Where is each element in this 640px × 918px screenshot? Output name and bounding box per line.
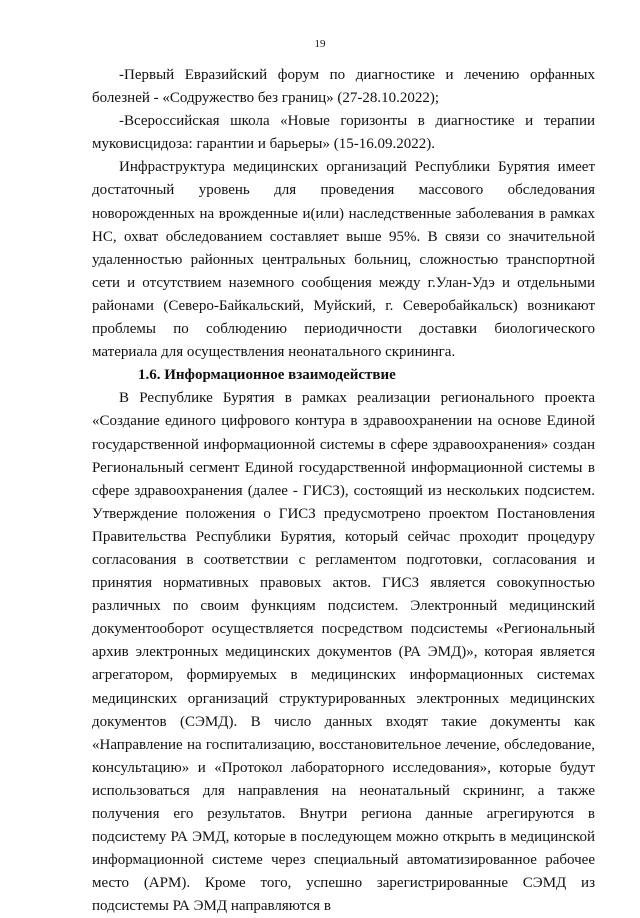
document-body <box>92 64 595 918</box>
paragraph-information-interaction: В Республике Бурятия в рамках реализации регионального проекта «Создание единого цифрового контура в здравоохранении на основе Единой государственной информационной системы в сфере здравоохранения» создан Региональный сегмент Единой государственной информационной системы в сфере здравоохранения (далее - ГИСЗ), состоящий из нескольких подсистем. Утверждение положения о ГИСЗ предусмотрено проектом Постановления Правительства Республики Бурятия, который сейчас проходит процедуру согласования в соответствии с регламентом подготовки, согласования и принятия нормативных правовых актов. ГИСЗ является совокупностью различных по своим функциям подсистем. Электронный медицинский документооборот осуществляется посредством подсистемы «Региональный архив электронных медицинских документов (РА ЭМД)», которая является агрегатором, формируемых в медицинских информационных системах медицинских организаций структурированных электронных медицинских документов (СЭМД). В число данных входят такие документы как «Направление на госпитализацию, восстановительное лечение, обследование, консультацию» и «Протокол лабораторного исследования», которые будут использоваться для направления на неонатальный скрининг, а также получения его результатов. Внутри региона данные агрегируются в подсистему РА ЭМД, которые в последующем можно открыть в медицинской информационной системе через специальный автоматизированное рабочее место (АРМ). Кроме того, успешно зарегистрированные СЭМД из подсистемы РА ЭМД направляются в <box>92 390 595 915</box>
section-heading: 1.6. Информационное взаимодействие <box>138 367 396 384</box>
paragraph-infrastructure: Инфраструктура медицинских организаций Республики Бурятия имеет достаточный уровень для проведения массового обследования новорожденных на врожденные и(или) наследственные заболевания в рамках НС, охват обследованием составляет выше 95%. В связи со значительной удаленностью районных центральных больниц, сложностью транспортной сети и отсутствием наземного сообщения между г.Улан-Удэ и отдельными районами (Северо-Байкальский, Муйский, г. Северобайкальск) возникают проблемы по соблюдению периодичности доставки биологического материала для осуществления неонатального скрининга. <box>92 159 595 361</box>
page-number: 19 <box>314 38 326 50</box>
paragraph-forum: -Первый Евразийский форум по диагностике и лечению орфанных болезней - «Содружество без границ» (27-28.10.2022); <box>92 67 595 107</box>
paragraph-school: -Всероссийская школа «Новые горизонты в диагностике и терапии муковисцидоза: гарантии и барьеры» (15-16.09.2022). <box>92 113 595 153</box>
